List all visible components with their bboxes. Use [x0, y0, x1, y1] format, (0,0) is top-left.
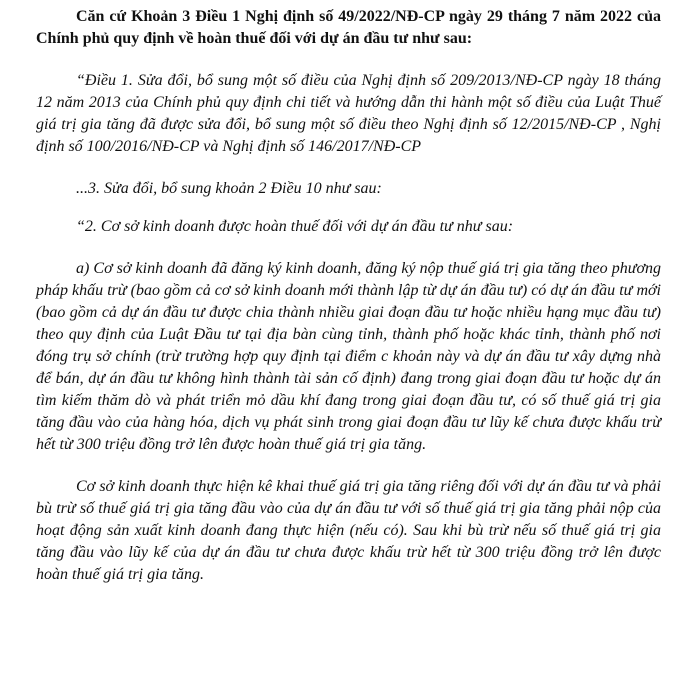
- amendment-3-paragraph: ...3. Sửa đổi, bổ sung khoản 2 Điều 10 như sau:: [76, 180, 382, 197]
- article-1-paragraph: “Điều 1. Sửa đổi, bổ sung một số điều của Nghị định số 209/2013/NĐ-CP ngày 18 tháng 12 năm 2013 của Chính phủ quy định chi tiết và hướng dẫn thi hành một số điều của Luật Thuế giá trị gia tăng đã được sửa đổi, bổ sung một số điều theo Nghị định số 12/2015/NĐ-CP , Nghị định số 100/2016/NĐ-CP và Nghị định số 146/2017/NĐ-CP: [36, 72, 661, 155]
- point-a-paragraph: a) Cơ sở kinh doanh đã đăng ký kinh doanh, đăng ký nộp thuế giá trị gia tăng theo phương pháp khấu trừ (bao gồm cả cơ sở kinh doanh mới thành lập từ dự án đầu tư) có dự án đầu tư mới (bao gồm cả dự án đầu tư được chia thành nhiều giai đoạn đầu tư hoặc nhiều hạng mục đầu tư) theo quy định của Luật Đầu tư tại địa bàn cùng tỉnh, thành phố hoặc khác tỉnh, thành phố nơi đóng trụ sở chính (trừ trường hợp quy định tại điểm c khoản này và dự án đầu tư xây dựng nhà để bán, dự án đầu tư không hình thành tài sản cố định) đang trong giai đoạn đầu tư hoặc dự án tìm kiếm thăm dò và phát triển mỏ dầu khí đang trong giai đoạn đầu tư, có số thuế giá trị gia tăng đầu vào của hàng hóa, dịch vụ phát sinh trong giai đoạn đầu tư lũy kế chưa được khấu trừ hết từ 300 triệu đồng trở lên được hoàn thuế giá trị gia tăng.: [36, 260, 661, 453]
- point-a-continuation-paragraph: Cơ sở kinh doanh thực hiện kê khai thuế giá trị gia tăng riêng đối với dự án đầu tư và phải bù trừ số thuế giá trị gia tăng đầu vào của dự án đầu tư với số thuế giá trị gia tăng phải nộp của hoạt động sản xuất kinh doanh đang thực hiện (nếu có). Sau khi bù trừ nếu số thuế giá trị gia tăng đầu vào lũy kế của dự án đầu tư chưa được khấu trừ hết từ 300 triệu đồng trở lên được hoàn thuế giá trị gia tăng.: [36, 478, 661, 583]
- clause-2-paragraph: “2. Cơ sở kinh doanh được hoàn thuế đối với dự án đầu tư như sau:: [76, 218, 514, 235]
- intro-paragraph: Căn cứ Khoản 3 Điều 1 Nghị định số 49/2022/NĐ-CP ngày 29 tháng 7 năm 2022 của Chính phủ quy định về hoàn thuế đối với dự án đầu tư như sau:: [36, 8, 661, 47]
